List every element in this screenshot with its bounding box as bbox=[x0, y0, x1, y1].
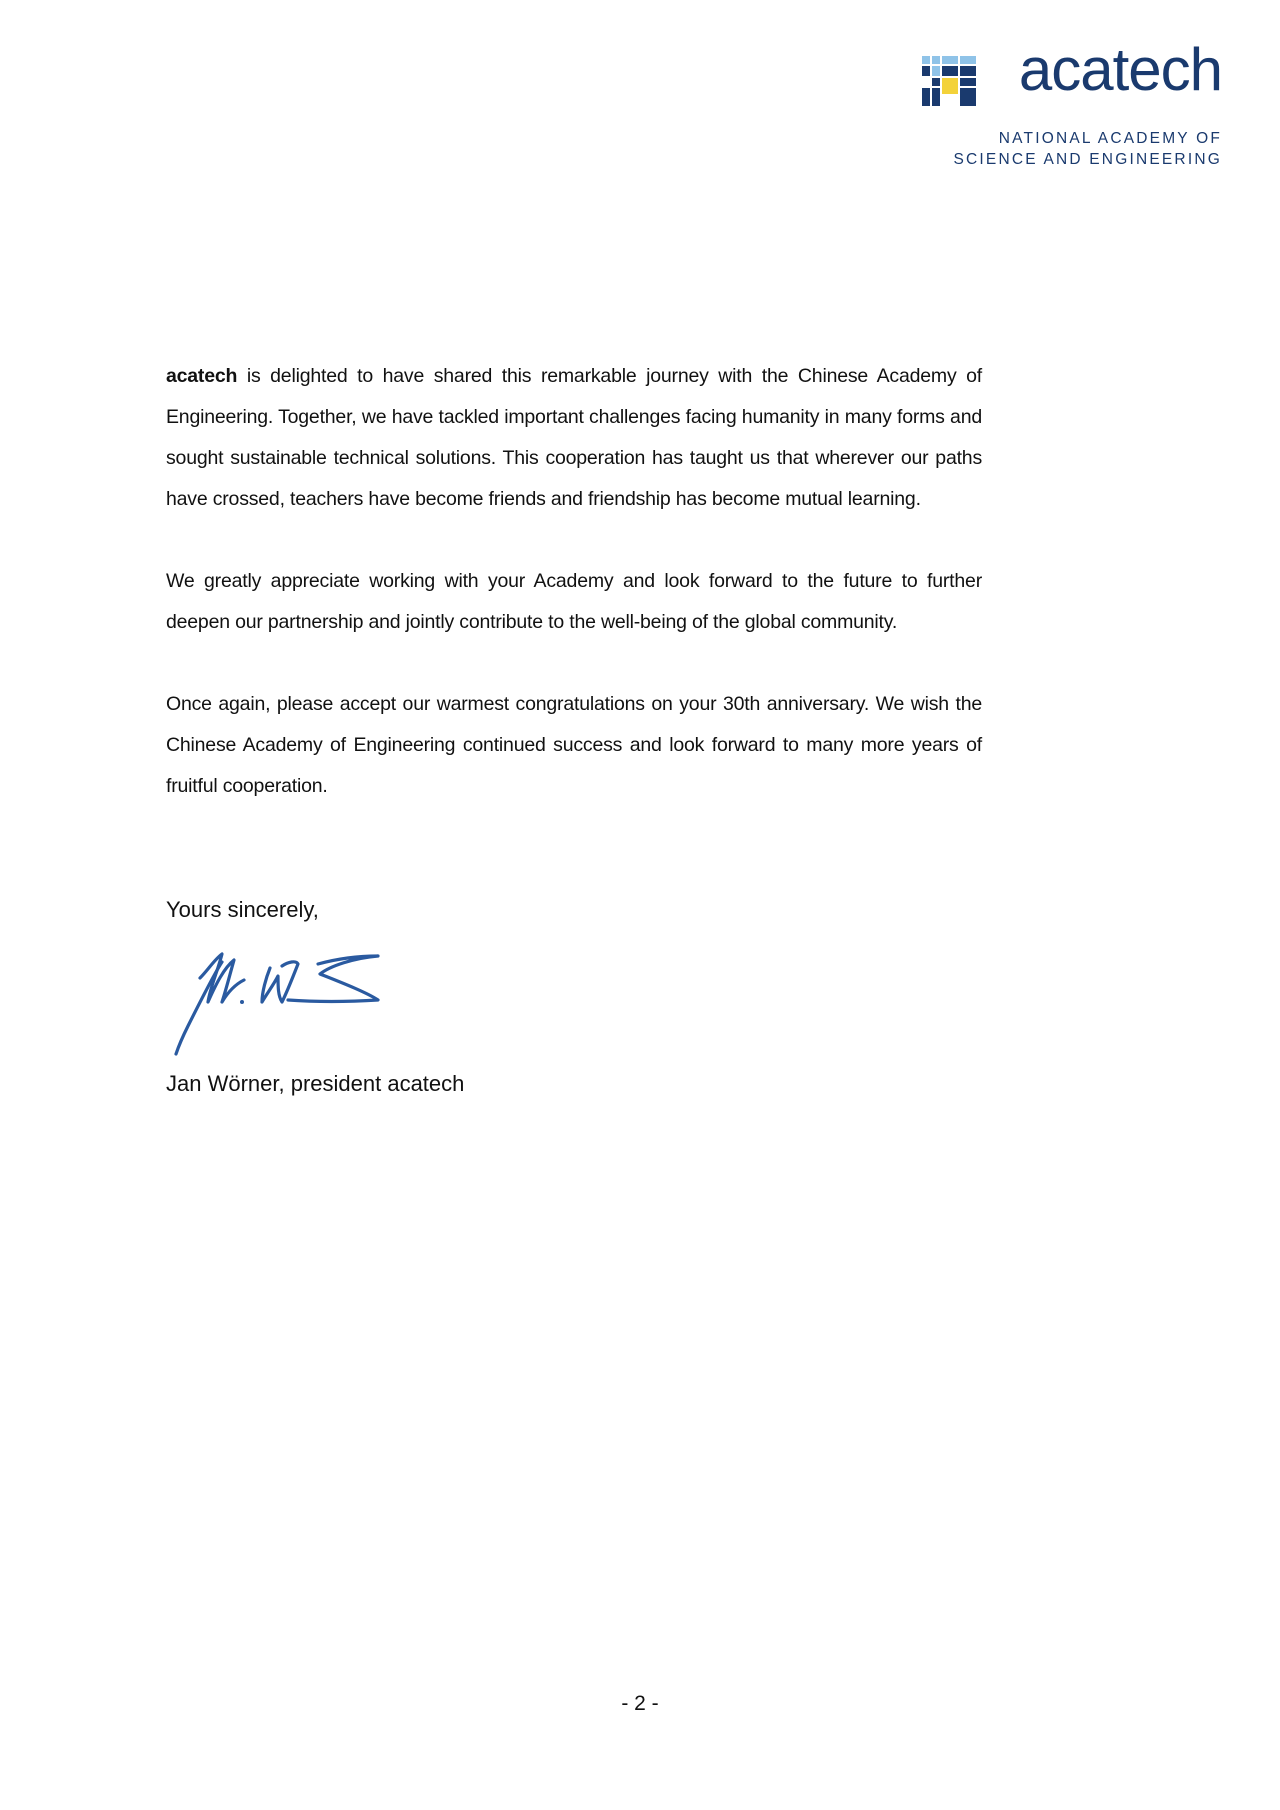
page-number: - 2 - bbox=[621, 1692, 659, 1715]
paragraph-3: Once again, please accept our warmest congratulations on your 30th anniversary. We wish the Chinese Academy of Engineering continued success and look forward to many more years of fruitful cooperation. bbox=[166, 693, 982, 797]
signer-name: Jan Wörner, president acatech bbox=[166, 1071, 465, 1096]
logo-subtitle-line2: SCIENCE AND ENGINEERING bbox=[953, 151, 1222, 168]
paragraph-1-text: is delighted to have shared this remarkable journey with the Chinese Academy of Engineering. Together, we have tackled important challenges facing humanity in many forms and sought sustainable technical solutions. This cooperation has taught us that wherever our paths have crossed, teachers have become friends and friendship has become mutual learning. bbox=[166, 365, 982, 510]
letter-body bbox=[166, 356, 982, 848]
handwritten-signature bbox=[170, 944, 410, 1060]
logo-subtitle-line1: NATIONAL ACADEMY OF bbox=[998, 130, 1222, 147]
paragraph-1 bbox=[166, 356, 982, 520]
paragraph-2: We greatly appreciate working with your Academy and look forward to the future to further deepen our partnership and jointly contribute to the well-being of the global community. bbox=[166, 570, 982, 633]
acatech-bold-lead: acatech bbox=[166, 365, 238, 387]
acatech-pixel-mark-icon bbox=[922, 56, 978, 108]
logo-subtitle bbox=[953, 128, 1222, 170]
logo-wordmark: acatech bbox=[1018, 36, 1222, 103]
closing-salutation: Yours sincerely, bbox=[166, 897, 319, 922]
acatech-logo bbox=[922, 36, 1222, 174]
